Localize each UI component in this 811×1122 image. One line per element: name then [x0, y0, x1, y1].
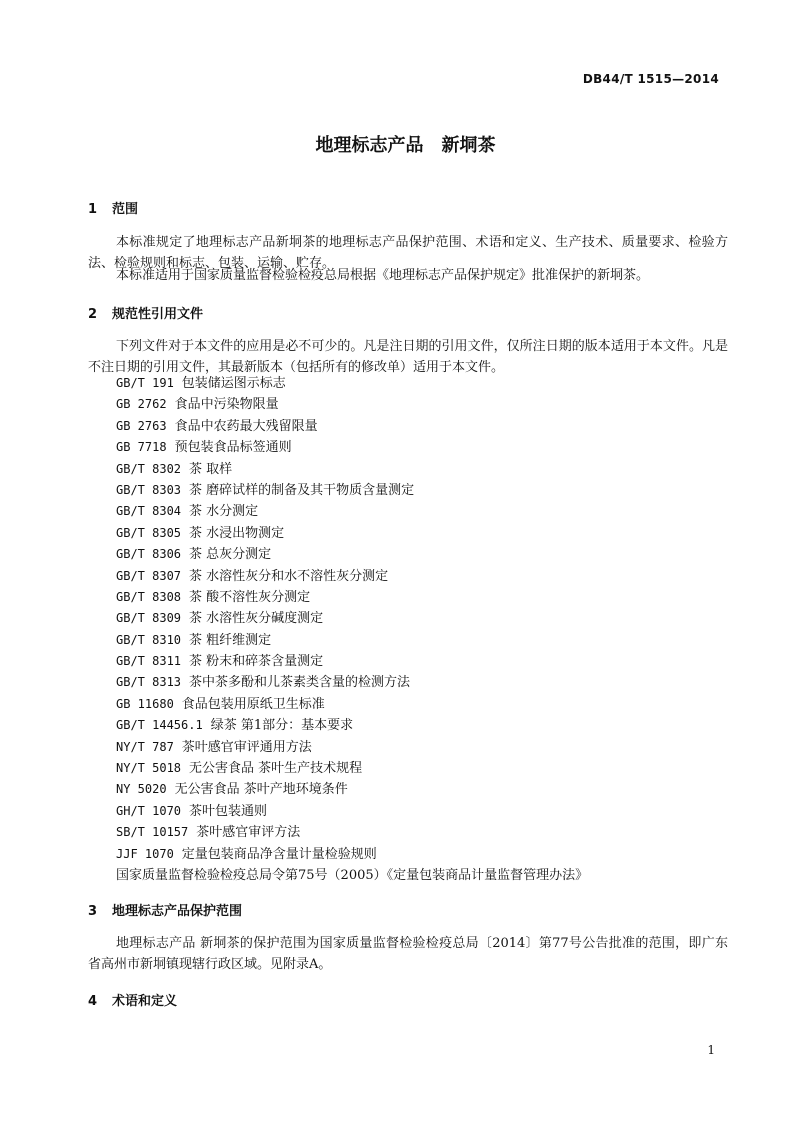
section-3-paragraph: 地理标志产品 新垌茶的保护范围为国家质量监督检验检疫总局〔2014〕第77号公告批准的范围，即广东省高州市新垌镇现辖行政区域。见附录A。 [88, 936, 728, 972]
reference-code: GB 7718 [116, 440, 167, 455]
section-1-paragraph-1: 本标准规定了地理标志产品新垌茶的地理标志产品保护范围、术语和定义、生产技术、质量要求、检验方法、检验规则和标志、包装、运输、贮存。 [88, 235, 728, 271]
reference-item [116, 394, 588, 415]
reference-title: 茶 水分测定 [189, 504, 259, 520]
reference-title: 茶 水溶性灰分和水不溶性灰分测定 [189, 568, 389, 584]
reference-item [116, 801, 588, 822]
reference-code: GB/T 8302 [116, 461, 182, 476]
reference-title: 食品中污染物限量 [174, 397, 279, 413]
reference-item [116, 501, 588, 522]
reference-code: NY 5020 [116, 782, 167, 797]
reference-item [116, 566, 588, 587]
reference-item [116, 715, 588, 736]
reference-code: GB/T 8309 [116, 611, 182, 626]
reference-title: 食品中农药最大残留限量 [174, 418, 318, 434]
reference-code: JJF 1070 [116, 846, 174, 861]
reference-code: GB/T 8306 [116, 547, 182, 562]
reference-title: 茶 粉末和碎茶含量测定 [189, 654, 324, 670]
reference-title: 茶 水浸出物测定 [189, 525, 285, 541]
reference-title: 食品包装用原纸卫生标准 [181, 696, 325, 712]
reference-code: NY/T 787 [116, 739, 174, 754]
reference-title: 茶 粗纤维测定 [189, 632, 272, 648]
section-number: 4 [88, 994, 98, 1009]
reference-code: NY/T 5018 [116, 761, 182, 776]
reference-item [116, 779, 588, 800]
reference-item [116, 544, 588, 565]
section-2-heading [88, 303, 203, 322]
reference-item [116, 651, 588, 672]
reference-item [116, 630, 588, 651]
page-number: 1 [707, 1043, 715, 1057]
reference-title: 包装储运图示标志 [181, 376, 286, 391]
reference-item [116, 523, 588, 544]
reference-item [116, 822, 588, 843]
reference-title: 茶叶感官审评方法 [196, 825, 301, 841]
reference-title: 茶叶包装通则 [189, 803, 268, 819]
reference-code: SB/T 10157 [116, 825, 189, 840]
reference-item [116, 608, 588, 629]
reference-title: 无公害食品 茶叶产地环境条件 [174, 782, 348, 798]
reference-code: GB/T 8311 [116, 654, 182, 669]
reference-item [116, 416, 588, 437]
reference-item [116, 373, 588, 394]
reference-title: 定量包装商品净含量计量检验规则 [181, 846, 377, 862]
normative-references-list [116, 373, 588, 886]
reference-code: GB 2763 [116, 418, 167, 433]
section-title: 范围 [112, 202, 139, 217]
reference-code: GB/T 14456.1 [116, 718, 203, 733]
reference-title: 茶 总灰分测定 [189, 547, 272, 563]
section-title: 术语和定义 [112, 994, 178, 1009]
reference-code: GB/T 191 [116, 376, 174, 390]
section-4-heading [88, 990, 177, 1009]
reference-title: 国家质量监督检验检疫总局令第75号（2005）《定量包装商品计量监督管理办法》 [116, 867, 589, 883]
reference-code: GB/T 8304 [116, 504, 182, 519]
reference-title: 茶 取样 [189, 461, 233, 477]
reference-item [116, 737, 588, 758]
reference-item [116, 844, 588, 865]
reference-title: 绿茶 第1部分：基本要求 [210, 718, 354, 734]
reference-title: 茶 水溶性灰分碱度测定 [189, 611, 324, 627]
reference-code: GH/T 1070 [116, 803, 182, 818]
section-2-intro: 下列文件对于本文件的应用是必不可少的。凡是注日期的引用文件，仅所注日期的版本适用于本文件。凡是不注日期的引用文件，其最新版本（包括所有的修改单）适用于本文件。 [88, 339, 728, 375]
section-title: 规范性引用文件 [112, 307, 204, 322]
reference-code: GB/T 8308 [116, 589, 182, 604]
reference-item [116, 672, 588, 693]
section-number: 3 [88, 904, 98, 919]
reference-item [116, 480, 588, 501]
section-3-heading [88, 900, 242, 919]
reference-code: GB 11680 [116, 696, 174, 711]
reference-item [116, 459, 588, 480]
reference-title: 无公害食品 茶叶生产技术规程 [189, 761, 363, 777]
section-number: 1 [88, 202, 98, 217]
reference-code: GB/T 8305 [116, 525, 182, 540]
standard-code: DB44/T 1515—2014 [582, 72, 719, 86]
reference-code: GB/T 8310 [116, 632, 182, 647]
reference-title: 预包装食品标签通则 [174, 440, 292, 456]
reference-code: GB/T 8303 [116, 482, 182, 497]
reference-item [116, 437, 588, 458]
reference-title: 茶中茶多酚和儿茶素类含量的检测方法 [189, 675, 411, 691]
reference-item [116, 758, 588, 779]
reference-code: GB 2762 [116, 397, 167, 412]
section-1-paragraph-2: 本标准适用于国家质量监督检验检疫总局根据《地理标志产品保护规定》批准保护的新垌茶。 [116, 268, 650, 283]
reference-item [116, 587, 588, 608]
reference-title: 茶叶感官审评通用方法 [181, 739, 312, 755]
document-title: 地理标志产品 新垌茶 [315, 135, 496, 156]
reference-item [116, 694, 588, 715]
reference-item [116, 865, 588, 886]
section-1-heading [88, 198, 138, 217]
reference-title: 茶 酸不溶性灰分测定 [189, 589, 311, 605]
section-title: 地理标志产品保护范围 [112, 904, 243, 919]
reference-code: GB/T 8313 [116, 675, 182, 690]
section-number: 2 [88, 307, 98, 322]
reference-title: 茶 磨碎试样的制备及其干物质含量测定 [189, 482, 415, 498]
reference-code: GB/T 8307 [116, 568, 182, 583]
